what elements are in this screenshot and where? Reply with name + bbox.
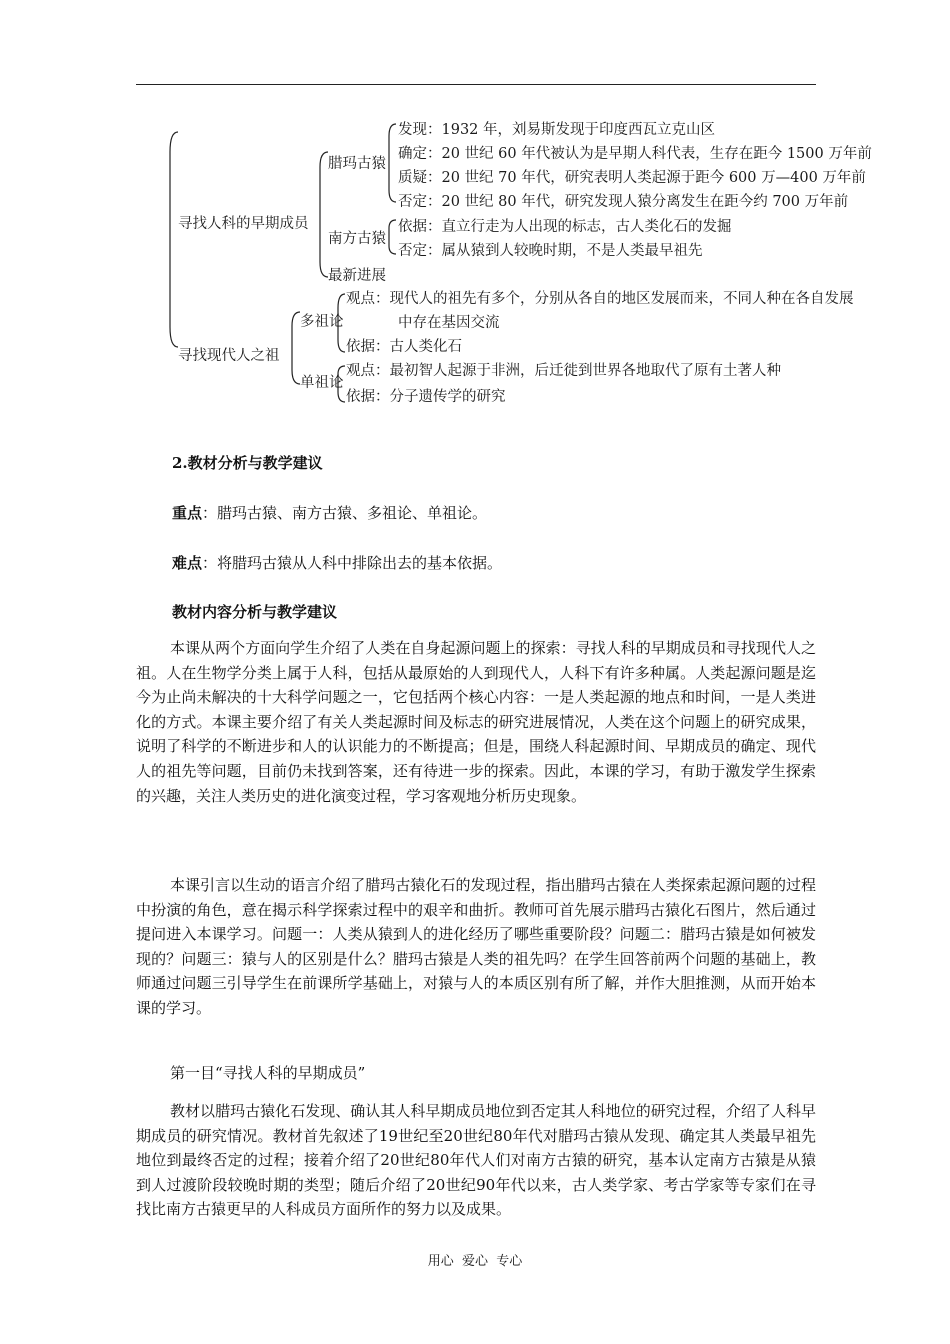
multi-view-line-2: 中存在基因交流 <box>398 315 500 331</box>
key-point <box>172 502 487 523</box>
branch-single-origin: 单祖论 <box>300 375 344 391</box>
difficult-point-text: ：将腊玛古猿从人科中排除出去的基本依据。 <box>202 554 503 572</box>
key-point-text: ：腊玛古猿、南方古猿、多祖论、单祖论。 <box>202 504 488 522</box>
branch-ramapithecus: 腊玛古猿 <box>328 156 386 172</box>
root-early-members: 寻找人科的早期成员 <box>178 216 309 232</box>
difficult-point <box>172 552 502 573</box>
australo-item-1: 依据：直立行走为人出现的标志，古人类化石的发掘 <box>398 219 732 235</box>
lama-item-3: 质疑：20 世纪 70 年代，研究表明人类起源于距今 600 万—400 万年前 <box>398 170 866 186</box>
lama-item-4: 否定：20 世纪 80 年代，研究发现人猿分离发生在距今约 700 万年前 <box>398 194 849 210</box>
subheading: 教材内容分析与教学建议 <box>172 603 338 621</box>
lama-item-2: 确定：20 世纪 60 年代被认为是早期人科代表，生存在距今 1500 万年前 <box>398 146 872 162</box>
header-rule <box>136 84 816 85</box>
paragraph-preface: 本课引言以生动的语言介绍了腊玛古猿化石的发现过程，指出腊玛古猿在人类探索起源问题的过程中扮演的角色，意在揭示科学探索过程中的艰辛和曲折。教师可首先展示腊玛古猿化石图片，然后通过提问进入本课学习。问题一：人类从猿到人的进化经历了哪些重要阶段？问题二：腊玛古猿是如何被发现的？问题三：猿与人的区别是什么？腊玛古猿是人类的祖先吗？在学生回答前两个问题的基础上，教师通过问题三引导学生在前课所学基础上，对猿与人的本质区别有所了解，并作大胆推测，从而开始本课的学习。 <box>136 876 816 1017</box>
difficult-point-label: 难点 <box>172 554 203 572</box>
branch-latest-progress: 最新进展 <box>328 268 386 284</box>
branch-australopithecus: 南方古猿 <box>328 231 386 247</box>
page-footer: 用心 爱心 专心 <box>427 1254 523 1269</box>
root-modern-ancestor: 寻找现代人之祖 <box>178 348 280 364</box>
lama-item-1: 发现：1932 年，刘易斯发现于印度西瓦立克山区 <box>398 122 716 138</box>
australo-item-2: 否定：属从猿到人较晚时期，不是人类最早祖先 <box>398 243 703 259</box>
key-point-label: 重点 <box>172 504 203 522</box>
paragraph-section-body: 教材以腊玛古猿化石发现、确认其人科早期成员地位到否定其人科地位的研究过程，介绍了人科早期成员的研究情况。教材首先叙述了19世纪至20世纪80年代对腊玛古猿从发现、确定其人类最早祖先地位到最终否定的过程；接着介绍了20世纪80年代人们对南方古猿的研究，基本认定南方古猿是从猿到人过渡阶段较晚时期的类型；随后介绍了20世纪90年代以来，古人类学家、考古学家等专家们在寻找比南方古猿更早的人科成员方面所作的努力以及成果。 <box>136 1102 816 1219</box>
multi-basis: 依据：古人类化石 <box>346 339 462 355</box>
multi-view-line-1: 观点：现代人的祖先有多个，分别从各自的地区发展而来，不同人种在各自发展 <box>346 291 854 307</box>
section-heading: 2.教材分析与教学建议 <box>172 454 323 472</box>
single-view: 观点：最初智人起源于非洲，后迁徙到世界各地取代了原有土著人种 <box>346 363 781 379</box>
concept-tree-diagram <box>160 112 900 412</box>
paragraph-section-title: 第一目“寻找人科的早期成员” <box>170 1064 366 1082</box>
single-basis: 依据：分子遗传学的研究 <box>346 389 506 405</box>
paragraph-intro: 本课从两个方面向学生介绍了人类在自身起源问题上的探索：寻找人科的早期成员和寻找现代人之祖。人在生物学分类上属于人科，包括从最原始的人到现代人，人科下有许多种属。人类起源问题是迄今为止尚未解决的十大科学问题之一，它包括两个核心内容：一是人类起源的地点和时间，一是人类进化的方式。本课主要介绍了有关人类起源时间及标志的研究进展情况，人类在这个问题上的研究成果，说明了科学的不断进步和人的认识能力的不断提高；但是，围绕人科起源时间、早期成员的确定、现代人的祖先等问题，目前仍未找到答案，还有待进一步的探索。因此，本课的学习，有助于激发学生探索的兴趣，关注人类历史的进化演变过程，学习客观地分析历史现象。 <box>136 639 816 805</box>
branch-multiregional: 多祖论 <box>300 314 344 330</box>
